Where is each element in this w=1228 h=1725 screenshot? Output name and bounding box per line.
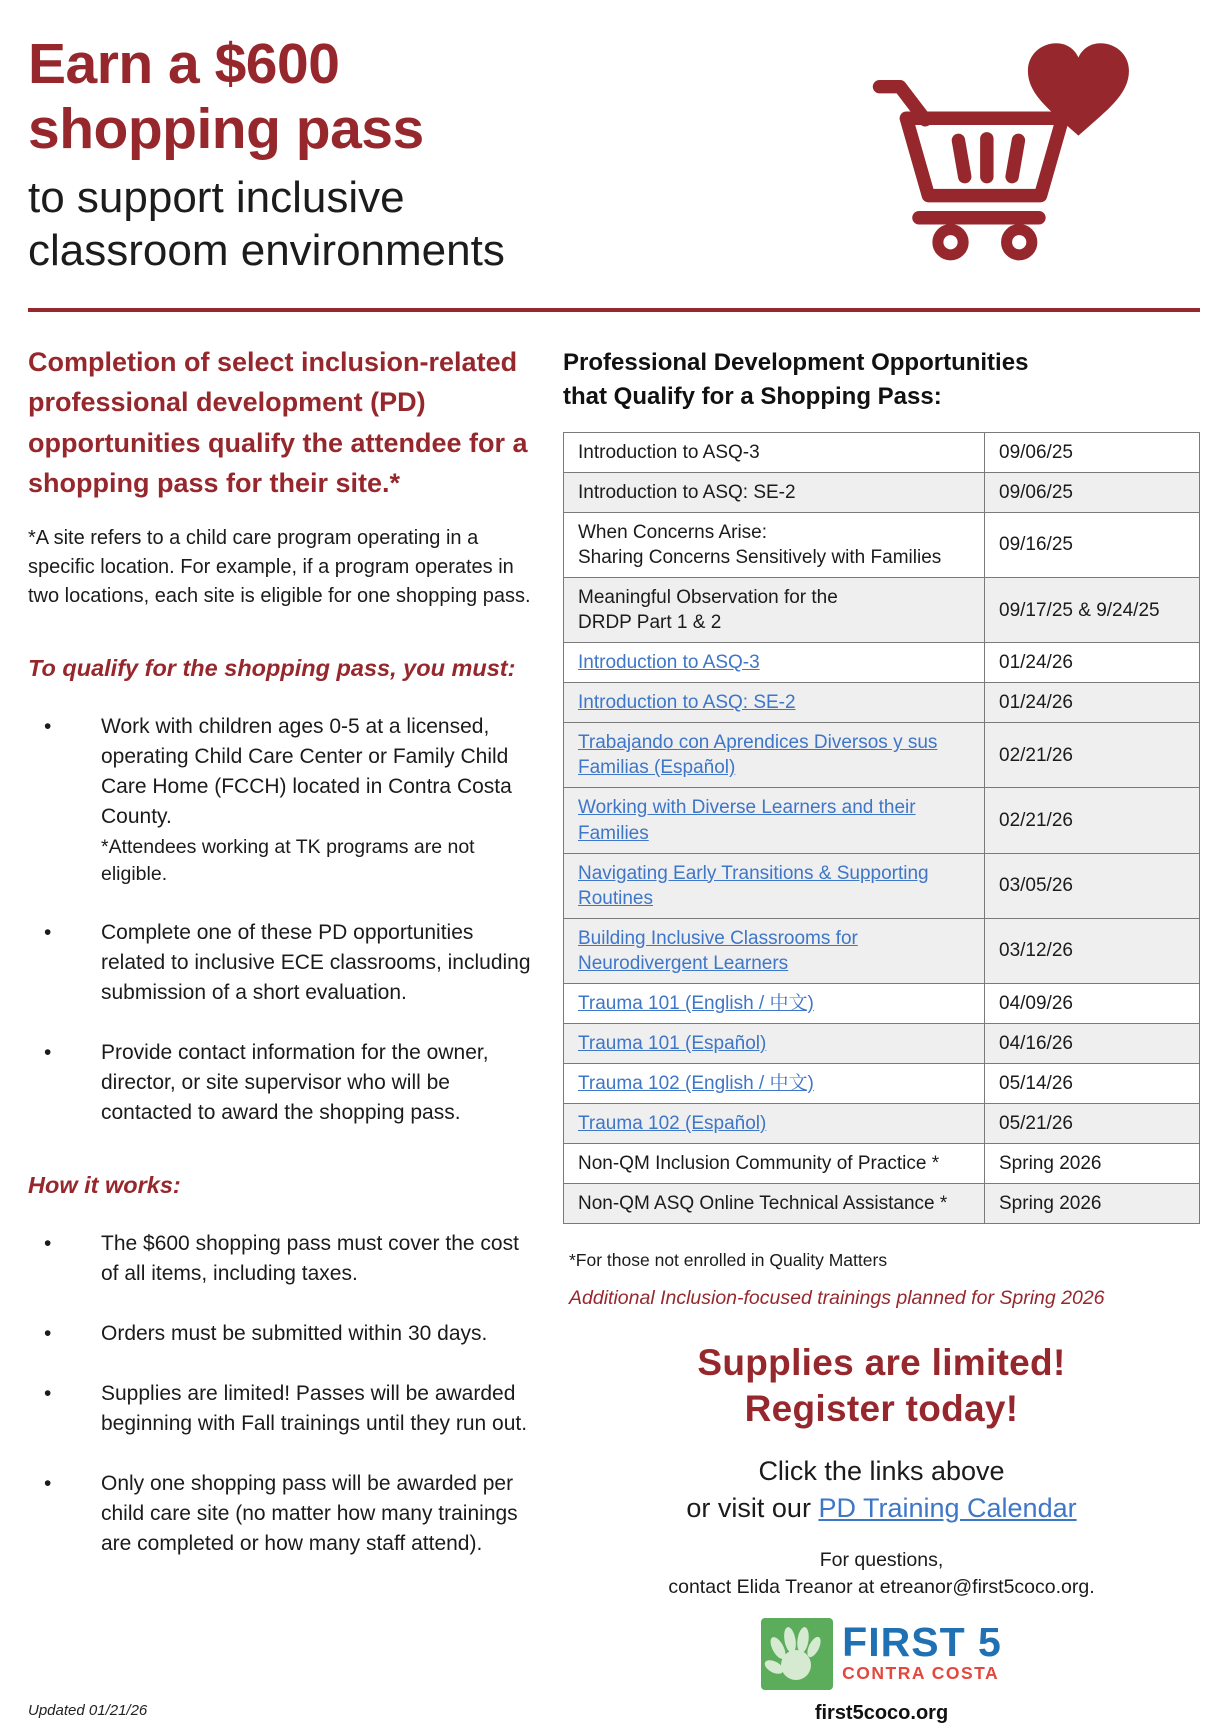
training-link[interactable]: Working with Diverse Learners and their Families [578, 797, 916, 844]
training-date-cell: 09/16/25 [985, 512, 1200, 577]
training-link[interactable]: Trauma 102 (Español) [578, 1113, 767, 1135]
page-subtitle [28, 172, 840, 278]
table-row [564, 1024, 1200, 1064]
table-row [564, 512, 1200, 577]
intro-heading: Completion of select inclusion-related professional development (PD) opportunities qualify the attendee for a shopping pass for their site.* [28, 346, 528, 499]
training-name-cell: Introduction to ASQ-3 [564, 432, 985, 472]
table-row [564, 1104, 1200, 1144]
logo-first5-text: FIRST 5 [842, 1618, 1002, 1665]
list-item: • Orders must be submitted within 30 days. [28, 1319, 533, 1349]
table-row [564, 472, 1200, 512]
training-date-cell: 02/21/26 [985, 723, 1200, 788]
first5-logo [563, 1618, 1200, 1690]
training-name-cell [564, 853, 985, 918]
training-name-cell: Non-QM Inclusion Community of Practice * [564, 1144, 985, 1184]
hand-print-icon [761, 1618, 833, 1690]
subtitle-line-2: classroom environments [28, 225, 505, 275]
cta-line-2: Register today! [744, 1387, 1019, 1429]
qualify-list [28, 712, 533, 1129]
click-links-text [563, 1453, 1200, 1528]
table-heading [563, 346, 1200, 414]
training-name-cell: Non-QM ASQ Online Technical Assistance * [564, 1184, 985, 1224]
click-line-1: Click the links above [758, 1455, 1005, 1486]
right-column [563, 342, 1200, 1725]
training-date-cell: 09/06/25 [985, 472, 1200, 512]
training-date-cell: 04/16/26 [985, 1024, 1200, 1064]
site-footnote: *A site refers to a child care program operating in a specific location. For example, if a program operates in two locations, each site is eligible for one shopping pass. [28, 526, 531, 607]
table-heading-line-1: Professional Development Opportunities [563, 348, 1029, 376]
questions-text [563, 1547, 1200, 1602]
qualify-heading: To qualify for the shopping pass, you must: [28, 654, 516, 681]
supplies-limited-banner [563, 1340, 1200, 1430]
table-row [564, 1144, 1200, 1184]
training-link[interactable]: Introduction to ASQ: SE-2 [578, 692, 796, 714]
training-link[interactable]: Building Inclusive Classrooms for Neurodivergent Learners [578, 927, 858, 974]
table-row [564, 788, 1200, 853]
list-item: • Supplies are limited! Passes will be awarded beginning with Fall trainings until they run out. [28, 1379, 533, 1439]
training-date-cell: 01/24/26 [985, 683, 1200, 723]
title-line-2: shopping pass [28, 96, 424, 161]
pd-opportunities-table [563, 432, 1200, 1225]
hero-text [28, 26, 840, 278]
table-row [564, 432, 1200, 472]
cta-line-1: Supplies are limited! [697, 1342, 1066, 1384]
training-date-cell: 05/14/26 [985, 1064, 1200, 1104]
training-name-cell: Meaningful Observation for the DRDP Part 1 & 2 [564, 578, 985, 643]
training-name-cell [564, 1104, 985, 1144]
training-date-cell: 01/24/26 [985, 643, 1200, 683]
pd-table-body [564, 432, 1200, 1224]
training-name-cell: Introduction to ASQ: SE-2 [564, 472, 985, 512]
table-heading-line-2: that Qualify for a Shopping Pass: [563, 382, 942, 410]
table-row [564, 723, 1200, 788]
click-line-2 [563, 1490, 1200, 1527]
training-date-cell: Spring 2026 [985, 1184, 1200, 1224]
list-item: • The $600 shopping pass must cover the cost of all items, including taxes. [28, 1229, 533, 1289]
table-row [564, 683, 1200, 723]
questions-line-2: contact Elida Treanor at etreanor@first5coco.org. [668, 1576, 1095, 1599]
training-link[interactable]: Introduction to ASQ-3 [578, 652, 760, 674]
training-name-cell [564, 1024, 985, 1064]
pd-training-calendar-link[interactable]: PD Training Calendar [818, 1492, 1077, 1523]
table-row [564, 983, 1200, 1023]
training-date-cell: Spring 2026 [985, 1144, 1200, 1184]
training-name-cell [564, 918, 985, 983]
training-name-cell [564, 643, 985, 683]
bullet-text: Work with children ages 0-5 at a licensed, operating Child Care Center or Family Child Care Home (FCCH) located in Contra Costa County. [101, 714, 512, 828]
subtitle-line-1: to support inclusive [28, 172, 405, 222]
table-row [564, 1064, 1200, 1104]
logo-contra-costa-text: CONTRA COSTA [842, 1662, 1000, 1683]
training-link[interactable]: Trauma 102 (English / 中文) [578, 1073, 814, 1095]
divider-rule [28, 308, 1200, 312]
how-it-works-list [28, 1229, 533, 1559]
training-date-cell: 03/12/26 [985, 918, 1200, 983]
logo-text [842, 1618, 1002, 1684]
cart-with-heart-icon [840, 34, 1140, 277]
page-title [28, 32, 840, 162]
table-row [564, 918, 1200, 983]
table-row [564, 643, 1200, 683]
updated-date: Updated 01/21/26 [28, 1701, 148, 1719]
tk-programs-note: *Attendees working at TK programs are not eligible. [101, 835, 475, 885]
header [28, 26, 1200, 278]
list-item [28, 712, 533, 889]
list-item: • Provide contact information for the owner, director, or site supervisor who will be contacted to award the shopping pass. [28, 1038, 533, 1128]
training-name-cell [564, 1064, 985, 1104]
table-row [564, 853, 1200, 918]
website-url: first5coco.org [814, 1701, 949, 1724]
training-name-cell [564, 788, 985, 853]
training-date-cell: 05/21/26 [985, 1104, 1200, 1144]
training-date-cell: 04/09/26 [985, 983, 1200, 1023]
questions-line-1: For questions, [819, 1549, 944, 1572]
training-name-cell [564, 983, 985, 1023]
table-row [564, 578, 1200, 643]
training-date-cell: 09/06/25 [985, 432, 1200, 472]
training-name-cell [564, 683, 985, 723]
training-name-cell: When Concerns Arise: Sharing Concerns Sensitively with Families [564, 512, 985, 577]
table-row [564, 1184, 1200, 1224]
training-link[interactable]: Trauma 101 (English / 中文) [578, 992, 814, 1014]
additional-trainings-note: Additional Inclusion-focused trainings planned for Spring 2026 [569, 1287, 1105, 1310]
left-column [28, 342, 533, 1725]
visit-prefix: or visit our [686, 1492, 819, 1523]
training-date-cell: 03/05/26 [985, 853, 1200, 918]
training-link[interactable]: Trabajando con Aprendices Diversos y sus Familias (Español) [578, 732, 938, 779]
quality-matters-footnote: *For those not enrolled in Quality Matters [569, 1250, 888, 1271]
title-line-1: Earn a $600 [28, 32, 340, 96]
cta-section [563, 1340, 1200, 1724]
how-it-works-heading: How it works: [28, 1172, 181, 1199]
list-item: • Complete one of these PD opportunities related to inclusive ECE classrooms, including submission of a short evaluation. [28, 918, 533, 1008]
training-link[interactable]: Navigating Early Transitions & Supporting Routines [578, 862, 929, 909]
list-item: • Only one shopping pass will be awarded per child care site (no matter how many trainings are completed or how many staff attend). [28, 1469, 533, 1559]
training-name-cell [564, 723, 985, 788]
training-link[interactable]: Trauma 101 (Español) [578, 1033, 767, 1055]
content-columns [28, 342, 1200, 1725]
training-date-cell: 09/17/25 & 9/24/25 [985, 578, 1200, 643]
training-date-cell: 02/21/26 [985, 788, 1200, 853]
